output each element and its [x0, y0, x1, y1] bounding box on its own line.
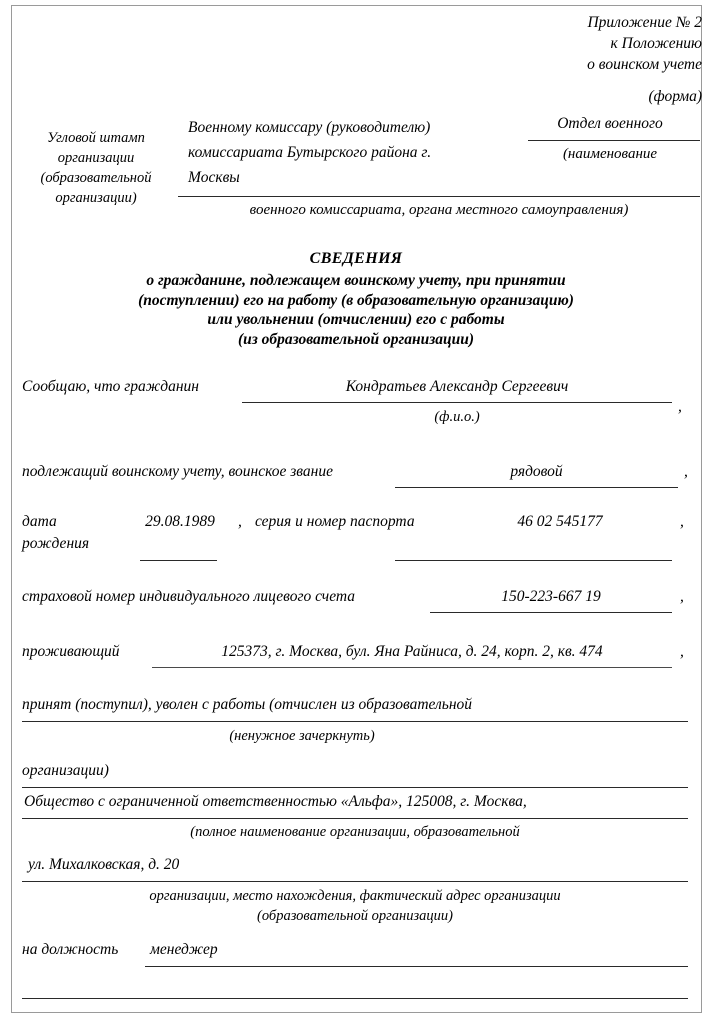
addressee-line-1: Военному комиссару (руководителю) [188, 119, 431, 136]
addressee-bottom-rule [178, 196, 700, 197]
rank-rule [395, 487, 678, 488]
stamp-line-4: организации) [55, 190, 137, 206]
appendix-line-1: Приложение № 2 [587, 14, 702, 31]
passport-comma: , [680, 513, 684, 530]
citizen-name-caption: (ф.и.о.) [434, 409, 480, 425]
birth-date-comma: , [238, 513, 242, 530]
passport-rule [395, 560, 672, 561]
snils-label: страховой номер индивидуального лицевого счета [22, 588, 356, 605]
citizen-label: Сообщаю, что гражданин [22, 378, 199, 395]
snils-value[interactable]: 150-223-667 19 [501, 588, 601, 605]
passport-value[interactable]: 46 02 545177 [517, 513, 603, 530]
citizen-comma: , [678, 398, 682, 415]
organization-street-rule [22, 881, 688, 882]
addressee-line-2: комиссариата Бутырского района г. [188, 144, 432, 161]
stamp-line-3: (образовательной [40, 170, 152, 186]
strikeout-caption: (ненужное зачеркнуть) [229, 728, 375, 744]
organization-caption-2: организации, место нахождения, фактический адрес организации [149, 888, 561, 904]
residence-label: проживающий [22, 643, 120, 660]
appendix-reference [300, 12, 702, 75]
document-subtitle-3: или увольнении (отчислении) его с работы [207, 311, 505, 328]
citizen-name-value[interactable]: Кондратьев Александр Сергеевич [345, 378, 569, 395]
document-subtitle-1: о гражданине, подлежащем воинскому учету, при принятии [146, 272, 566, 289]
employment-status-rule [22, 721, 688, 722]
position-label: на должность [22, 941, 119, 958]
document-title-block [56, 250, 656, 349]
rank-comma: , [684, 463, 688, 480]
stamp-line-1: Угловой штамп [47, 130, 145, 146]
organization-caption-1: (полное наименование организации, образовательной [190, 824, 520, 840]
rank-label: подлежащий воинскому учету, воинское звание [22, 463, 333, 480]
organization-name-value[interactable]: Общество с ограниченной ответственностью «Альфа», 125008, г. Москва, [24, 793, 527, 810]
document-subtitle-2: (поступлении) его на работу (в образовательную организацию) [138, 291, 574, 309]
birth-date-label-line2: рождения [22, 535, 90, 552]
corner-stamp-block [16, 128, 176, 208]
birth-date-label-line1: дата [22, 513, 57, 530]
document-subtitle-4: (из образовательной организации) [237, 330, 475, 348]
form-label: (форма) [648, 88, 702, 105]
addressee-block [188, 115, 508, 190]
blank-continuation-rule [22, 998, 688, 999]
organization-name-rule [22, 818, 688, 819]
appendix-line-2: к Положению [610, 35, 702, 52]
stamp-line-2: организации [57, 150, 135, 166]
organization-word-rule [22, 787, 688, 788]
organization-word: организации) [22, 762, 109, 779]
snils-comma: , [680, 588, 684, 605]
commissariat-name-value: Отдел военного [557, 115, 663, 132]
commissariat-name-caption: (наименование [562, 146, 658, 162]
employment-status-line: принят (поступил), уволен с работы (отчислен из образовательной [22, 696, 473, 713]
organization-caption-3: (образовательной организации) [257, 908, 453, 924]
birth-date-value[interactable]: 29.08.1989 [145, 513, 215, 530]
citizen-name-rule [242, 402, 672, 403]
residence-rule [152, 667, 672, 668]
document-title: СВЕДЕНИЯ [309, 250, 403, 267]
appendix-line-3: о воинском учете [587, 56, 702, 73]
organization-street-value[interactable]: ул. Михалковская, д. 20 [28, 856, 180, 873]
commissariat-name-rule [528, 140, 700, 141]
residence-value[interactable]: 125373, г. Москва, бул. Яна Райниса, д. 24, корп. 2, кв. 474 [221, 643, 603, 660]
rank-value[interactable]: рядовой [510, 463, 563, 480]
addressee-bottom-caption: военного комиссариата, органа местного самоуправления) [249, 202, 629, 218]
position-value[interactable]: менеджер [150, 941, 218, 958]
residence-comma: , [680, 643, 684, 660]
birth-date-rule [140, 560, 217, 561]
passport-label: серия и номер паспорта [255, 513, 415, 530]
snils-rule [430, 612, 672, 613]
position-rule [145, 966, 688, 967]
addressee-line-3: Москвы [188, 169, 240, 186]
